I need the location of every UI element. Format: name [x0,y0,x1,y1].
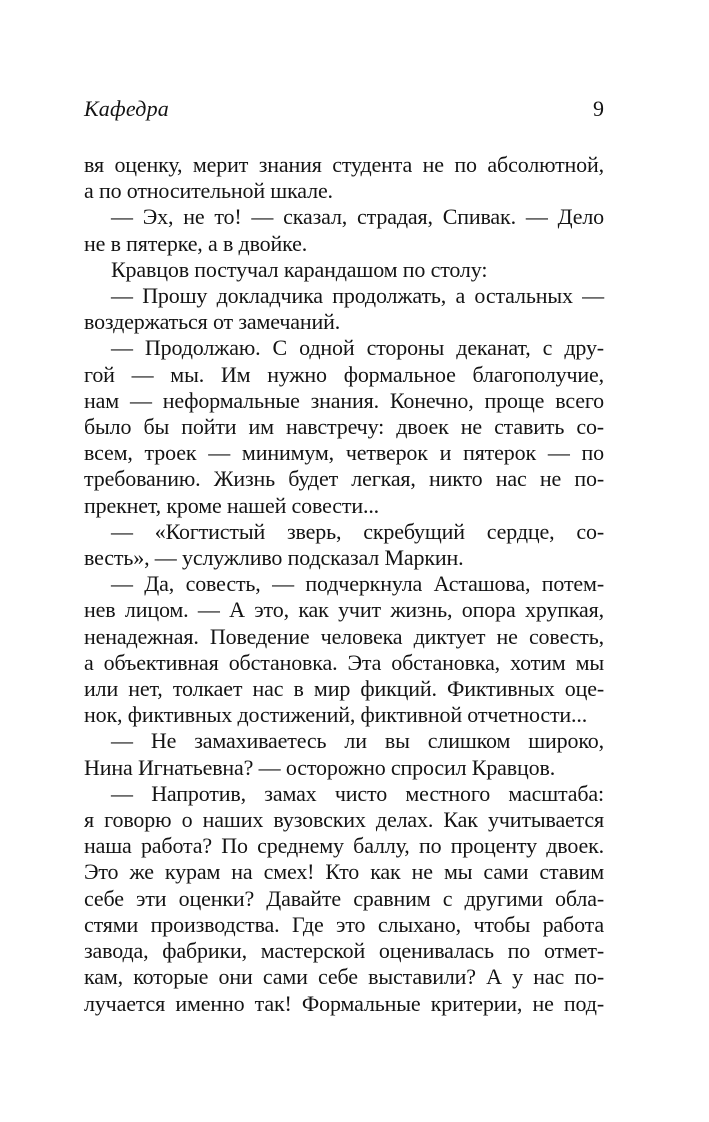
text-line: — «Когтистый зверь, скребущий сердце, со- [111,518,604,544]
paragraph [84,728,604,780]
paragraph [84,335,604,518]
text-line: Кравцов постучал карандашом по столу: [111,256,488,282]
text-line: всем, троек — минимум, четверок и пятерок — по [84,440,604,466]
text-line: — Напротив, замах чисто местного масштаба: [111,780,604,806]
text-line: или нет, толкает нас в мир фикций. Фиктивных оце- [84,676,604,702]
text-line: — Не замахиваетесь ли вы слишком широко, [111,728,604,754]
text-line: Это же курам на смех! Кто как не мы сами ставим [84,859,604,885]
paragraph [84,204,604,256]
text-line: лучается именно так! Формальные критерии, не под- [84,990,604,1016]
text-line: воздержаться от замечаний. [84,309,341,335]
body-text [84,152,604,1017]
text-line: весть», — услужливо подсказал Маркин. [84,545,464,571]
text-line: а по относительной шкале. [84,178,333,204]
text-line: — Продолжаю. С одной стороны деканат, с дру- [111,335,604,361]
page-number: 9 [593,96,604,121]
text-line: нок, фиктивных достижений, фиктивной отчетности... [84,702,588,728]
text-line: себе эти оценки? Давайте сравним с другими обла- [84,885,604,911]
running-head-title: Кафедра [84,96,169,121]
text-line: завода, фабрики, мастерской оценивалась по отмет- [84,938,604,964]
text-line: наша работа? По среднему баллу, по проценту двоек. [84,833,604,859]
text-line: нев лицом. — А это, как учит жизнь, опора хрупкая, [84,597,604,623]
text-line: кам, которые они сами себе выставили? А у нас по- [84,964,604,990]
text-line: нам — неформальные знания. Конечно, проще всего [84,387,604,413]
paragraph [84,519,604,571]
text-line: — Эх, не то! — сказал, страдая, Спивак. — Дело [111,204,604,230]
text-line: а объективная обстановка. Эта обстановка, хотим мы [84,649,604,675]
text-line: вя оценку, мерит знания студента не по абсолютной, [84,152,604,177]
text-line: не в пятерке, а в двойке. [84,230,308,256]
text-line: — Прошу докладчика продолжать, а остальных — [111,283,604,309]
text-line: было бы пойти им навстречу: двоек не ставить со- [84,414,604,440]
paragraph [84,283,604,335]
text-line: гой — мы. Им нужно формальное благополучие, [84,361,604,387]
text-line: прекнет, кроме нашей совести... [84,492,380,518]
text-line: стями производства. Где это слыхано, чтобы работа [84,911,604,937]
text-line: — Да, совесть, — подчеркнула Асташова, потем- [111,571,604,597]
text-line: ненадежная. Поведение человека диктует не совесть, [84,623,604,649]
text-line: Нина Игнатьевна? — осторожно спросил Кравцов. [84,754,556,780]
paragraph [84,781,604,1017]
text-line: я говорю о наших вузовских делах. Как учитывается [84,807,604,833]
paragraph [84,571,604,728]
paragraph [84,257,604,283]
text-line: требованию. Жизнь будет легкая, никто нас не по- [84,466,604,492]
running-head [84,96,604,122]
paragraph [84,152,604,204]
